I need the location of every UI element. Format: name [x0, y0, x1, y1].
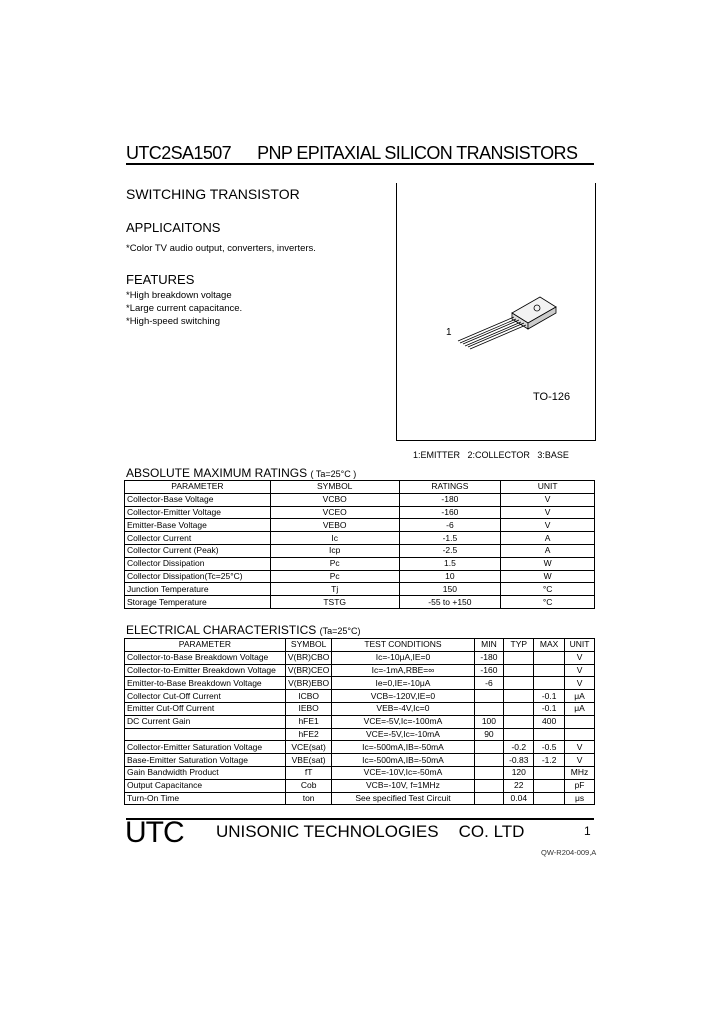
table-cell: Collector Cut-Off Current: [125, 690, 286, 703]
table-cell: °C: [501, 583, 595, 596]
table-cell: 90: [474, 728, 504, 741]
table-cell: V: [565, 741, 595, 754]
table-cell: [534, 792, 565, 805]
company-name: [216, 822, 524, 842]
table-cell: Ic: [270, 532, 399, 545]
table-cell: -180: [474, 651, 504, 664]
table-cell: 400: [534, 715, 565, 728]
table-header-row: [125, 639, 595, 652]
part-number: UTC2SA1507: [126, 143, 232, 163]
table-cell: Ic=-1mA,RBE=∞: [332, 664, 474, 677]
table-cell: [534, 677, 565, 690]
table-cell: 120: [504, 766, 534, 779]
table-cell: Tj: [270, 583, 399, 596]
page-number: 1: [584, 824, 591, 838]
col-header: MIN: [474, 639, 504, 652]
table-cell: A: [501, 532, 595, 545]
table-cell: 10: [399, 570, 501, 583]
table-cell: ton: [285, 792, 332, 805]
table-row: [125, 728, 595, 741]
table-row: [125, 715, 595, 728]
table-cell: μA: [565, 702, 595, 715]
features-heading: FEATURES: [126, 272, 195, 287]
table-cell: [504, 690, 534, 703]
table-row: [125, 596, 595, 609]
table-cell: Collector Current (Peak): [125, 544, 271, 557]
table-row: [125, 664, 595, 677]
company-title: UNISONIC TECHNOLOGIES: [216, 822, 439, 841]
abs-max-title: ABSOLUTE MAXIMUM RATINGS: [126, 466, 308, 480]
table-row: [125, 677, 595, 690]
elec-condition: (Ta=25°C): [319, 626, 361, 636]
feature-item: *High breakdown voltage: [126, 290, 232, 301]
table-header-row: [125, 481, 595, 494]
table-cell: Turn-On Time: [125, 792, 286, 805]
table-cell: V: [501, 519, 595, 532]
table-cell: [474, 779, 504, 792]
table-cell: VCE=-5V,Ic=-10mA: [332, 728, 474, 741]
table-cell: Ic=-10μA,IE=0: [332, 651, 474, 664]
table-cell: [504, 664, 534, 677]
table-cell: VCE=-10V,Ic=-50mA: [332, 766, 474, 779]
page-title: [126, 143, 577, 164]
table-cell: Pc: [270, 570, 399, 583]
company-suffix: CO. LTD: [458, 822, 525, 841]
table-cell: 100: [474, 715, 504, 728]
table-cell: V(BR)CBO: [285, 651, 332, 664]
table-cell: Collector-Emitter Saturation Voltage: [125, 741, 286, 754]
table-cell: Emitter Cut-Off Current: [125, 702, 286, 715]
table-cell: W: [501, 570, 595, 583]
table-cell: [534, 651, 565, 664]
table-cell: [504, 728, 534, 741]
table-cell: [504, 715, 534, 728]
footer-rule: [126, 818, 594, 820]
title-rule: [126, 163, 594, 165]
table-cell: [534, 766, 565, 779]
table-cell: [534, 664, 565, 677]
electrical-table: [124, 638, 595, 805]
table-cell: μs: [565, 792, 595, 805]
table-cell: -0.2: [504, 741, 534, 754]
table-row: [125, 690, 595, 703]
table-cell: -6: [399, 519, 501, 532]
table-cell: Emitter-Base Voltage: [125, 519, 271, 532]
table-cell: -0.1: [534, 702, 565, 715]
table-cell: Collector Dissipation(Tc=25°C): [125, 570, 271, 583]
table-cell: MHz: [565, 766, 595, 779]
table-row: [125, 779, 595, 792]
table-cell: IEBO: [285, 702, 332, 715]
table-cell: 1.5: [399, 557, 501, 570]
table-cell: Junction Temperature: [125, 583, 271, 596]
table-cell: Pc: [270, 557, 399, 570]
table-cell: 0.04: [504, 792, 534, 805]
table-cell: -0.83: [504, 754, 534, 767]
table-cell: [534, 728, 565, 741]
table-row: [125, 651, 595, 664]
abs-max-heading: [126, 466, 356, 480]
table-row: [125, 519, 595, 532]
part-description: PNP EPITAXIAL SILICON TRANSISTORS: [257, 143, 578, 163]
package-name: TO-126: [533, 391, 571, 403]
table-cell: [534, 779, 565, 792]
table-cell: [474, 766, 504, 779]
table-cell: W: [501, 557, 595, 570]
table-cell: hFE2: [285, 728, 332, 741]
table-cell: [474, 741, 504, 754]
table-cell: pF: [565, 779, 595, 792]
table-cell: -1.2: [534, 754, 565, 767]
pin-1-label: 1: [446, 327, 452, 338]
col-header: SYMBOL: [270, 481, 399, 494]
table-cell: °C: [501, 596, 595, 609]
table-cell: VEBO: [270, 519, 399, 532]
table-cell: Collector-Base Voltage: [125, 493, 271, 506]
table-cell: TSTG: [270, 596, 399, 609]
table-cell: Storage Temperature: [125, 596, 271, 609]
table-cell: ICBO: [285, 690, 332, 703]
col-header: TYP: [504, 639, 534, 652]
col-header: UNIT: [501, 481, 595, 494]
table-cell: hFE1: [285, 715, 332, 728]
table-cell: fT: [285, 766, 332, 779]
table-cell: Collector-to-Base Breakdown Voltage: [125, 651, 286, 664]
table-row: [125, 766, 595, 779]
table-cell: [474, 792, 504, 805]
table-row: [125, 544, 595, 557]
elec-title: ELECTRICAL CHARACTERISTICS: [126, 623, 317, 637]
table-cell: Emitter-to-Base Breakdown Voltage: [125, 677, 286, 690]
table-cell: [474, 754, 504, 767]
table-cell: V: [501, 493, 595, 506]
to126-package-image: [440, 285, 570, 360]
table-cell: [504, 702, 534, 715]
table-cell: [565, 715, 595, 728]
col-header: MAX: [534, 639, 565, 652]
col-header: RATINGS: [399, 481, 501, 494]
utc-logo: UTC: [125, 816, 184, 849]
col-header: PARAMETER: [125, 639, 286, 652]
table-cell: Ic=-500mA,IB=-50mA: [332, 754, 474, 767]
table-row: [125, 583, 595, 596]
pin-assignment: 1:EMITTER 2:COLLECTOR 3:BASE: [413, 450, 569, 460]
table-row: [125, 532, 595, 545]
table-cell: Collector-to-Emitter Breakdown Voltage: [125, 664, 286, 677]
table-cell: Gain Bandwidth Product: [125, 766, 286, 779]
table-cell: Ic=-500mA,IB=-50mA: [332, 741, 474, 754]
table-row: [125, 557, 595, 570]
table-cell: -2.5: [399, 544, 501, 557]
table-row: [125, 792, 595, 805]
table-cell: VCB=-120V,IE=0: [332, 690, 474, 703]
table-cell: [474, 702, 504, 715]
subtitle: SWITCHING TRANSISTOR: [126, 186, 300, 202]
table-cell: V: [565, 754, 595, 767]
table-cell: VCE=-5V,Ic=-100mA: [332, 715, 474, 728]
table-cell: Cob: [285, 779, 332, 792]
table-row: [125, 741, 595, 754]
col-header: PARAMETER: [125, 481, 271, 494]
table-row: [125, 754, 595, 767]
abs-max-table: [124, 480, 595, 609]
table-cell: [504, 677, 534, 690]
table-cell: VEB=-4V,Ic=0: [332, 702, 474, 715]
table-cell: μA: [565, 690, 595, 703]
col-header: UNIT: [565, 639, 595, 652]
table-cell: VCEO: [270, 506, 399, 519]
table-cell: -180: [399, 493, 501, 506]
table-cell: [125, 728, 286, 741]
table-cell: Output Capacitance: [125, 779, 286, 792]
feature-item: *High-speed switching: [126, 316, 220, 327]
table-cell: -160: [474, 664, 504, 677]
table-cell: VCBO: [270, 493, 399, 506]
col-header: SYMBOL: [285, 639, 332, 652]
table-cell: A: [501, 544, 595, 557]
table-cell: 150: [399, 583, 501, 596]
table-cell: V: [565, 664, 595, 677]
table-cell: V(BR)EBO: [285, 677, 332, 690]
table-row: [125, 493, 595, 506]
applications-item: *Color TV audio output, converters, inverters.: [126, 243, 316, 254]
table-cell: 22: [504, 779, 534, 792]
table-cell: -0.1: [534, 690, 565, 703]
table-cell: -160: [399, 506, 501, 519]
table-cell: Collector Dissipation: [125, 557, 271, 570]
table-cell: Collector Current: [125, 532, 271, 545]
table-cell: V(BR)CEO: [285, 664, 332, 677]
table-cell: See specified Test Circuit: [332, 792, 474, 805]
table-row: [125, 570, 595, 583]
table-cell: VBE(sat): [285, 754, 332, 767]
table-cell: V: [565, 651, 595, 664]
applications-heading: APPLICAITONS: [126, 220, 221, 235]
table-row: [125, 702, 595, 715]
table-cell: [565, 728, 595, 741]
table-cell: V: [501, 506, 595, 519]
col-header: TEST CONDITIONS: [332, 639, 474, 652]
document-id: QW-R204-009,A: [541, 848, 597, 857]
table-cell: Collector-Emitter Voltage: [125, 506, 271, 519]
table-cell: VCE(sat): [285, 741, 332, 754]
abs-max-condition: ( Ta=25°C ): [310, 469, 357, 479]
table-cell: [474, 690, 504, 703]
table-cell: -0.5: [534, 741, 565, 754]
table-cell: VCB=-10V, f=1MHz: [332, 779, 474, 792]
table-cell: Ie=0,IE=-10μA: [332, 677, 474, 690]
table-cell: -1.5: [399, 532, 501, 545]
table-cell: DC Current Gain: [125, 715, 286, 728]
elec-heading: [126, 623, 360, 637]
table-cell: [504, 651, 534, 664]
table-cell: Base-Emitter Saturation Voltage: [125, 754, 286, 767]
table-row: [125, 506, 595, 519]
table-cell: -55 to +150: [399, 596, 501, 609]
table-cell: V: [565, 677, 595, 690]
table-cell: Icp: [270, 544, 399, 557]
table-cell: -6: [474, 677, 504, 690]
feature-item: *Large current capacitance.: [126, 303, 243, 314]
